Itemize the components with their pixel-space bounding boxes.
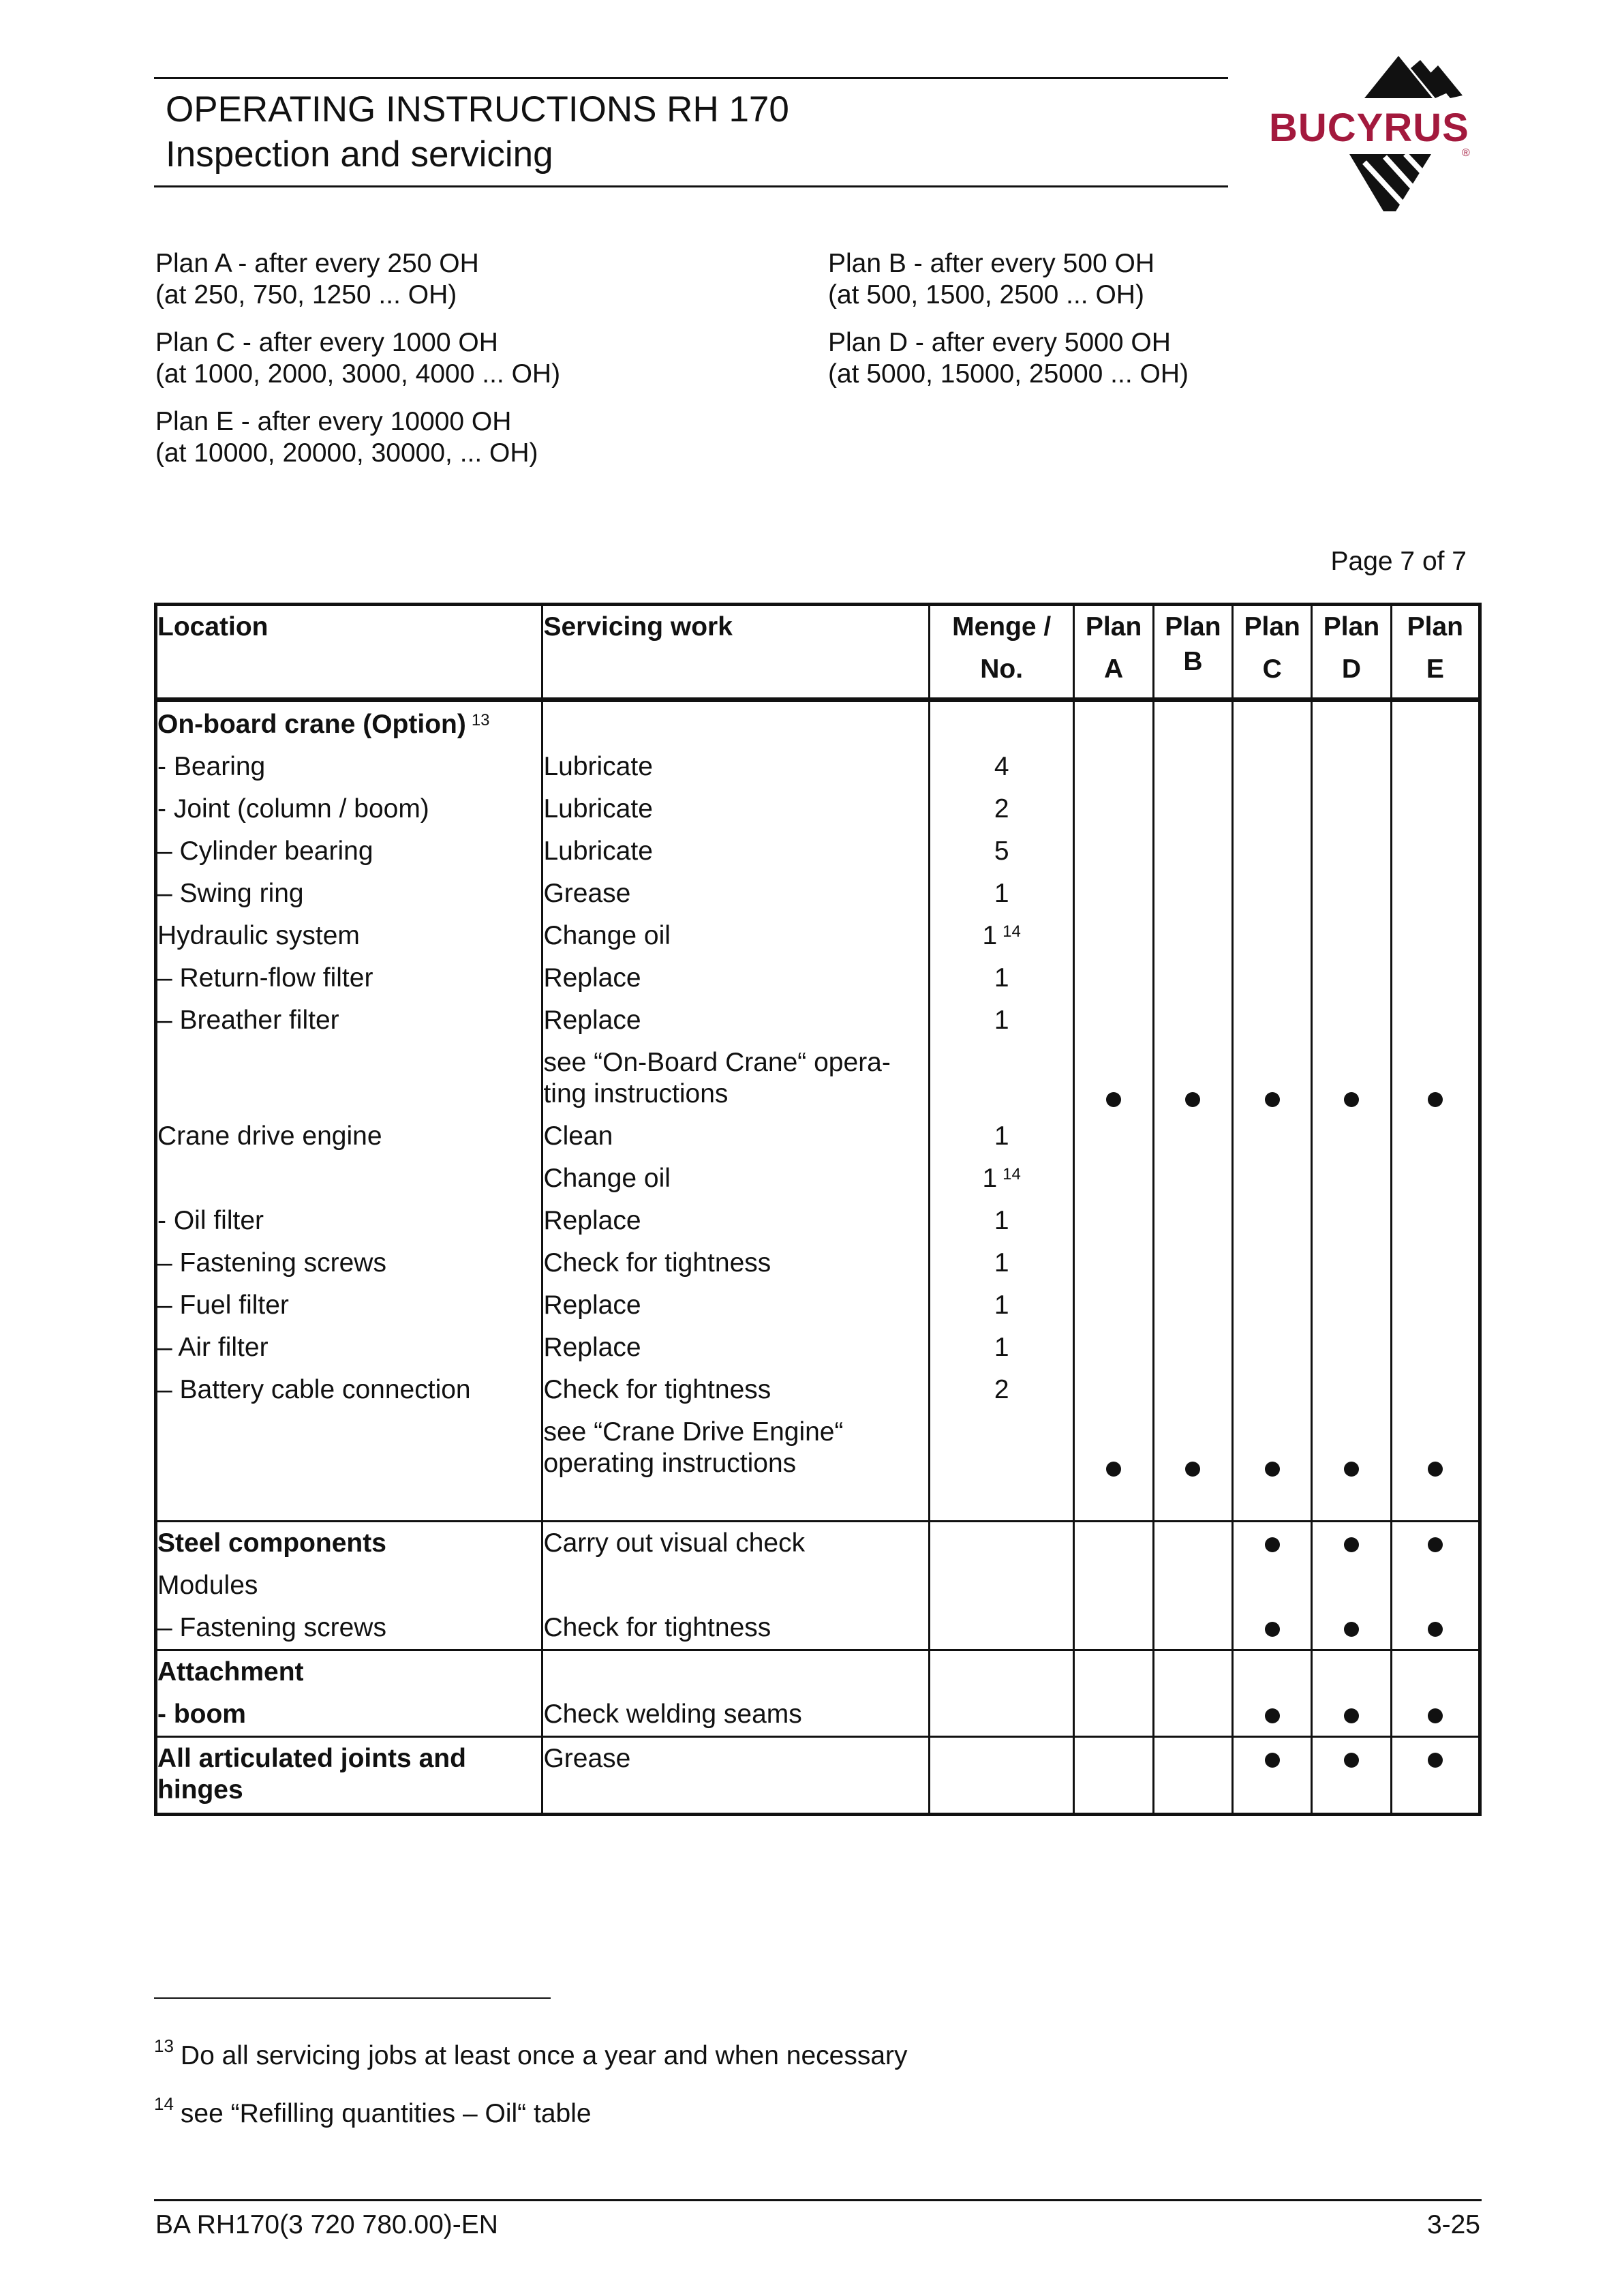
footnote-rule <box>154 1997 551 1999</box>
footnote-ref-14: 14 <box>1003 922 1021 941</box>
attachment-work-cell <box>542 1650 929 1737</box>
plan-word: Plan <box>1085 612 1142 641</box>
table-row-crane-group <box>156 700 1480 1522</box>
footnote-text: see “Refilling quantities – Oil“ table <box>180 2099 592 2128</box>
table-cell: Replace <box>543 963 641 993</box>
col-header-location: Location <box>156 605 542 700</box>
crane-plan-a-cell <box>1074 700 1153 1522</box>
table-cell: Crane drive engine <box>157 1121 382 1151</box>
steel-plan-e-cell <box>1391 1522 1480 1650</box>
plan-d-line1: Plan D - after every 5000 OH <box>828 328 1171 357</box>
steel-location-cell <box>156 1522 542 1650</box>
plan-c-line2: (at 1000, 2000, 3000, 4000 ... OH) <box>155 359 561 389</box>
crane-plan-d-cell <box>1312 700 1391 1522</box>
table-cell: 5 <box>994 836 1009 866</box>
joints-plan-a-cell <box>1074 1737 1153 1815</box>
plan-dot <box>1344 1462 1359 1477</box>
plan-e-line2: (at 10000, 20000, 30000, ... OH) <box>155 438 538 468</box>
document-subtitle: Inspection and servicing <box>166 134 553 175</box>
joints-plan-c-cell <box>1233 1737 1312 1815</box>
plan-dot <box>1265 1622 1280 1637</box>
crane-plan-b-cell <box>1153 700 1232 1522</box>
plan-b-line1: Plan B - after every 500 OH <box>828 249 1155 278</box>
table-row-attachment <box>156 1650 1480 1737</box>
plan-dot <box>1344 1622 1359 1637</box>
plan-a-line1: Plan A - after every 250 OH <box>155 249 479 278</box>
plan-dot <box>1344 1092 1359 1107</box>
table-row-articulated-joints <box>156 1737 1480 1815</box>
table-cell: Clean <box>543 1121 613 1151</box>
table-cell: Replace <box>543 1333 641 1362</box>
table-cell: 1 <box>994 1333 1009 1362</box>
steel-screws: – Fastening screws <box>157 1613 386 1642</box>
plan-letter: A <box>1104 654 1124 684</box>
table-cell: – Swing ring <box>157 879 304 908</box>
crane-see-line2: ting instructions <box>543 1079 729 1108</box>
table-cell: Replace <box>543 1206 641 1235</box>
footnote-number: 13 <box>154 2036 174 2056</box>
spacer <box>930 1042 1073 1115</box>
crane-see-note <box>543 1042 928 1115</box>
table-cell: Replace <box>543 1290 641 1320</box>
table-cell: Change oil <box>543 1164 671 1193</box>
servicing-table <box>154 603 1482 1816</box>
table-cell: – Breather filter <box>157 1006 339 1035</box>
table-cell: 1 <box>994 1006 1009 1035</box>
plan-letter: C <box>1262 654 1282 684</box>
crane-plan-e-cell <box>1391 700 1480 1522</box>
plan-a-desc <box>155 248 479 311</box>
table-cell: 1 <box>994 1121 1009 1151</box>
joints-title-line2: hinges <box>157 1775 243 1804</box>
joints-title-line1: All articulated joints and <box>157 1744 466 1773</box>
spacer <box>543 1565 928 1607</box>
steel-plan-c-cell <box>1233 1522 1312 1650</box>
attachment-plan-e-cell <box>1391 1650 1480 1737</box>
plan-b-desc <box>828 248 1154 311</box>
table-cell: Lubricate <box>543 752 653 781</box>
table-cell: – Air filter <box>157 1333 269 1362</box>
table-header-row <box>156 605 1480 700</box>
attachment-plan-c-cell <box>1233 1650 1312 1737</box>
plan-dot <box>1344 1708 1359 1723</box>
engine-see-line2: operating instructions <box>543 1449 797 1478</box>
plan-dot <box>1265 1753 1280 1768</box>
plan-word: Plan <box>1323 612 1380 641</box>
plan-dot <box>1428 1537 1443 1552</box>
plan-dot <box>1428 1708 1443 1723</box>
col-header-plan-c <box>1233 605 1312 700</box>
plan-dot <box>1265 1537 1280 1552</box>
attachment-title: Attachment <box>157 1657 304 1687</box>
attachment-check-welding: Check welding seams <box>543 1700 802 1729</box>
col-header-plan-a <box>1074 605 1153 700</box>
plan-b-line2: (at 500, 1500, 2500 ... OH) <box>828 280 1144 309</box>
plan-dot <box>1428 1092 1443 1107</box>
qty-value: 1 <box>982 921 998 950</box>
steel-plan-d-cell <box>1312 1522 1391 1650</box>
table-cell: – Fuel filter <box>157 1290 289 1320</box>
col-header-plan-d <box>1312 605 1391 700</box>
footnote-13 <box>154 2036 908 2071</box>
footnote-14 <box>154 2094 592 2129</box>
joints-work-cell <box>542 1737 929 1815</box>
attachment-location-cell <box>156 1650 542 1737</box>
attachment-plan-b-cell <box>1153 1650 1232 1737</box>
engine-see-note <box>543 1411 928 1485</box>
qty-with-footnote <box>930 915 1073 957</box>
table-cell: Change oil <box>543 921 671 950</box>
steel-visual-check: Carry out visual check <box>543 1528 806 1558</box>
table-cell: Replace <box>543 1006 641 1035</box>
spacer <box>543 1651 928 1693</box>
table-cell: Lubricate <box>543 794 653 824</box>
table-cell: – Battery cable connection <box>157 1375 471 1404</box>
table-cell: 1 <box>994 1206 1009 1235</box>
qty-with-footnote <box>930 1158 1073 1200</box>
table-cell: 1 <box>994 1290 1009 1320</box>
plan-dot <box>1344 1753 1359 1768</box>
steel-title: Steel components <box>157 1528 386 1558</box>
spacer <box>930 1411 1073 1485</box>
plan-dot <box>1106 1462 1121 1477</box>
plan-dot <box>1185 1092 1200 1107</box>
table-cell: 1 <box>994 879 1009 908</box>
document-code: BA RH170(3 720 780.00)-EN <box>155 2210 498 2239</box>
plan-dot <box>1265 1708 1280 1723</box>
table-cell: 2 <box>994 1375 1009 1404</box>
attachment-plan-d-cell <box>1312 1650 1391 1737</box>
plan-letter: D <box>1341 654 1362 684</box>
spacer <box>543 704 928 746</box>
bucyrus-logo <box>1269 53 1535 217</box>
table-cell: - Bearing <box>157 752 266 781</box>
document-title: OPERATING INSTRUCTIONS RH 170 <box>166 89 789 130</box>
footnote-number: 14 <box>154 2094 174 2114</box>
crane-location-cell <box>156 700 542 1522</box>
plan-letter: B <box>1183 647 1203 676</box>
spacer <box>930 704 1073 746</box>
plan-a-line2: (at 250, 750, 1250 ... OH) <box>155 280 457 309</box>
table-cell: - Oil filter <box>157 1206 264 1235</box>
plan-c-desc <box>155 327 560 390</box>
joints-location-cell <box>156 1737 542 1815</box>
attachment-boom: - boom <box>157 1700 246 1729</box>
engine-see-line1: see “Crane Drive Engine“ <box>543 1417 844 1447</box>
table-cell: 2 <box>994 794 1009 824</box>
plan-dot <box>1428 1753 1443 1768</box>
crane-title-line <box>157 704 541 746</box>
table-cell <box>157 1158 541 1200</box>
col-header-quantity <box>929 605 1074 700</box>
logo-registered-mark: ® <box>1462 147 1470 159</box>
steel-plan-a-cell <box>1074 1522 1153 1650</box>
spacer <box>157 1411 541 1485</box>
joints-plan-e-cell <box>1391 1737 1480 1815</box>
steel-qty-cell <box>929 1522 1074 1650</box>
table-cell: 1 <box>994 963 1009 993</box>
steel-plan-b-cell <box>1153 1522 1232 1650</box>
plan-word: Plan <box>1407 612 1463 641</box>
plan-d-line2: (at 5000, 15000, 25000 ... OH) <box>828 359 1189 389</box>
steel-modules: Modules <box>157 1571 258 1600</box>
plan-dot <box>1106 1092 1121 1107</box>
header-bottom-rule <box>154 185 1228 187</box>
plan-word: Plan <box>1244 612 1300 641</box>
plan-e-desc <box>155 406 538 469</box>
qty-header-line2: No. <box>980 654 1024 684</box>
table-row-steel-components <box>156 1522 1480 1650</box>
footer-rule <box>154 2199 1482 2201</box>
attachment-plan-a-cell <box>1074 1650 1153 1737</box>
plan-dot <box>1185 1462 1200 1477</box>
qty-value: 1 <box>982 1164 998 1193</box>
qty-header-line1: Menge / <box>952 612 1052 641</box>
crane-title: On-board crane (Option) <box>157 710 466 739</box>
joints-grease: Grease <box>543 1744 631 1773</box>
table-cell: – Cylinder bearing <box>157 836 373 866</box>
table-cell: 4 <box>994 752 1009 781</box>
table-cell: – Fastening screws <box>157 1248 386 1278</box>
header-top-rule <box>154 77 1228 79</box>
table-cell: - Joint (column / boom) <box>157 794 429 824</box>
crane-plan-c-cell <box>1233 700 1312 1522</box>
footnote-ref-14: 14 <box>1003 1165 1021 1183</box>
joints-qty-cell <box>929 1737 1074 1815</box>
steel-check-tightness: Check for tightness <box>543 1613 771 1642</box>
plan-dot <box>1428 1622 1443 1637</box>
table-cell: – Return-flow filter <box>157 963 373 993</box>
footnote-ref-13: 13 <box>471 711 490 729</box>
crane-qty-cell <box>929 700 1074 1522</box>
attachment-qty-cell <box>929 1650 1074 1737</box>
spacer <box>157 1042 541 1115</box>
plan-c-line1: Plan C - after every 1000 OH <box>155 328 498 357</box>
plan-word: Plan <box>1165 612 1221 641</box>
plan-d-desc <box>828 327 1189 390</box>
steel-work-cell <box>542 1522 929 1650</box>
crane-work-cell <box>542 700 929 1522</box>
col-header-plan-e <box>1391 605 1480 700</box>
plan-letter: E <box>1426 654 1444 684</box>
table-cell: Check for tightness <box>543 1375 771 1404</box>
table-cell: Check for tightness <box>543 1248 771 1278</box>
logo-wordmark: BUCYRUS <box>1269 106 1469 150</box>
page-indicator: Page 7 of 7 <box>1330 547 1467 576</box>
table-cell: 1 <box>994 1248 1009 1278</box>
col-header-plan-b <box>1153 605 1232 700</box>
table-cell: Grease <box>543 879 631 908</box>
plan-e-line1: Plan E - after every 10000 OH <box>155 407 512 436</box>
plan-dot <box>1265 1092 1280 1107</box>
table-cell: Lubricate <box>543 836 653 866</box>
plan-dot <box>1344 1537 1359 1552</box>
table-cell: Hydraulic system <box>157 921 360 950</box>
col-header-servicing-work: Servicing work <box>542 605 929 700</box>
joints-plan-b-cell <box>1153 1737 1232 1815</box>
plan-dot <box>1428 1462 1443 1477</box>
crane-see-line1: see “On-Board Crane“ opera- <box>543 1048 891 1077</box>
plan-dot <box>1265 1462 1280 1477</box>
footnote-text: Do all servicing jobs at least once a year and when necessary <box>180 2041 908 2070</box>
page-number: 3-25 <box>1426 2210 1480 2239</box>
joints-plan-d-cell <box>1312 1737 1391 1815</box>
